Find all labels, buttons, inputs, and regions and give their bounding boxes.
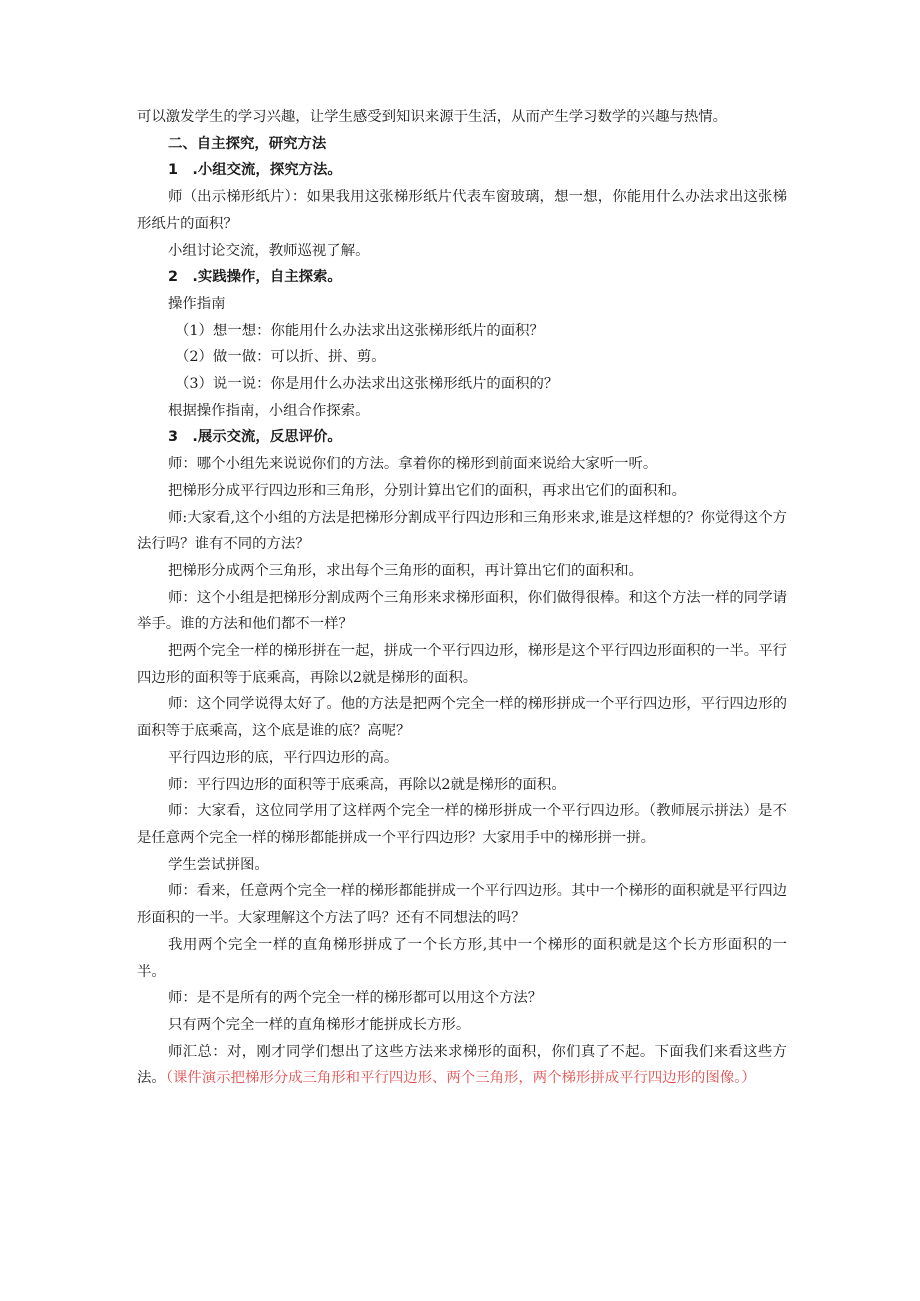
courseware-note: （课件演示把梯形分成三角形和平行四边形、两个三角形，两个梯形拼成平行四边形的图像。） bbox=[165, 1070, 756, 1087]
paragraph-summary bbox=[137, 1039, 787, 1092]
paragraph: 只有两个完全一样的直角梯形才能拼成长方形。 bbox=[168, 1016, 471, 1033]
paragraph: 把梯形分成两个三角形，求出每个三角形的面积，再计算出它们的面积和。 bbox=[168, 562, 643, 579]
paragraph: 学生尝试拼图。 bbox=[168, 856, 269, 873]
document-page bbox=[137, 104, 787, 1092]
paragraph: 师：哪个小组先来说说你们的方法。拿着你的梯形到前面来说给大家听一听。 bbox=[168, 456, 658, 473]
paragraph: 师（出示梯形纸片）：如果我用这张梯形纸片代表车窗玻璃，想一想，你能用什么办法求出这张梯形纸片的面积？ bbox=[137, 189, 787, 232]
paragraph: 操作指南 bbox=[168, 295, 226, 312]
paragraph: 师：平行四边形的面积等于底乘高，再除以2就是梯形的面积。 bbox=[168, 776, 566, 793]
paragraph: 平行四边形的底，平行四边形的高。 bbox=[168, 749, 399, 766]
section-heading: 二、自主探究，研究方法 bbox=[168, 135, 327, 152]
guide-item-1: （1）想一想：你能用什么办法求出这张梯形纸片的面积？ bbox=[175, 322, 544, 339]
guide-item-2: （2）做一做：可以折、拼、剪。 bbox=[175, 349, 386, 366]
paragraph: 把梯形分成平行四边形和三角形，分别计算出它们的面积，再求出它们的面积和。 bbox=[168, 482, 687, 499]
paragraph: 小组讨论交流，教师巡视了解。 bbox=[168, 242, 370, 259]
paragraph: 师：大家看，这位同学用了这样两个完全一样的梯形拼成一个平行四边形。（教师展示拼法）是不是任意两个完全一样的梯形都能拼成一个平行四边形？大家用手中的梯形拼一拼。 bbox=[137, 803, 787, 846]
paragraph: 根据操作指南，小组合作探索。 bbox=[168, 402, 370, 419]
paragraph: 我用两个完全一样的直角梯形拼成了一个长方形,其中一个梯形的面积就是这个长方形面积的一半。 bbox=[137, 936, 787, 980]
paragraph: 师:大家看,这个小组的方法是把梯形分割成平行四边形和三角形来求,谁是这样想的？你觉得这个方法行吗？谁有不同的方法？ bbox=[137, 509, 787, 553]
guide-item-3: （3）说一说：你是用什么办法求出这张梯形纸片的面积的？ bbox=[175, 376, 559, 393]
paragraph: 把两个完全一样的梯形拼在一起，拼成一个平行四边形，梯形是这个平行四边形面积的一半。平行四边形的面积等于底乘高，再除以2就是梯形的面积。 bbox=[137, 643, 787, 686]
subheading-3: 3 .展示交流，反思评价。 bbox=[168, 429, 342, 446]
paragraph-intro: 可以激发学生的学习兴趣，让学生感受到知识来源于生活，从而产生学习数学的兴趣与热情。 bbox=[137, 109, 728, 125]
subheading-1: 1 .小组交流，探究方法。 bbox=[168, 162, 342, 179]
paragraph: 师：这个同学说得太好了。他的方法是把两个完全一样的梯形拼成一个平行四边形，平行四边形的面积等于底乘高，这个底是谁的底？高呢？ bbox=[137, 696, 787, 740]
paragraph: 师：看来，任意两个完全一样的梯形都能拼成一个平行四边形。其中一个梯形的面积就是平行四边形面积的一半。大家理解这个方法了吗？还有不同想法的吗？ bbox=[137, 883, 787, 927]
paragraph: 师：这个小组是把梯形分割成两个三角形来求梯形面积，你们做得很棒。和这个方法一样的同学请举手。谁的方法和他们都不一样？ bbox=[137, 589, 787, 633]
paragraph: 师：是不是所有的两个完全一样的梯形都可以用这个方法？ bbox=[168, 990, 543, 1007]
summary-text: 师汇总：对，刚才同学们想出了这些方法来求梯形的面积，你们真了不起。下面我们来看这些方法。 bbox=[137, 1043, 787, 1087]
subheading-2: 2 .实践操作，自主探索。 bbox=[168, 269, 342, 286]
